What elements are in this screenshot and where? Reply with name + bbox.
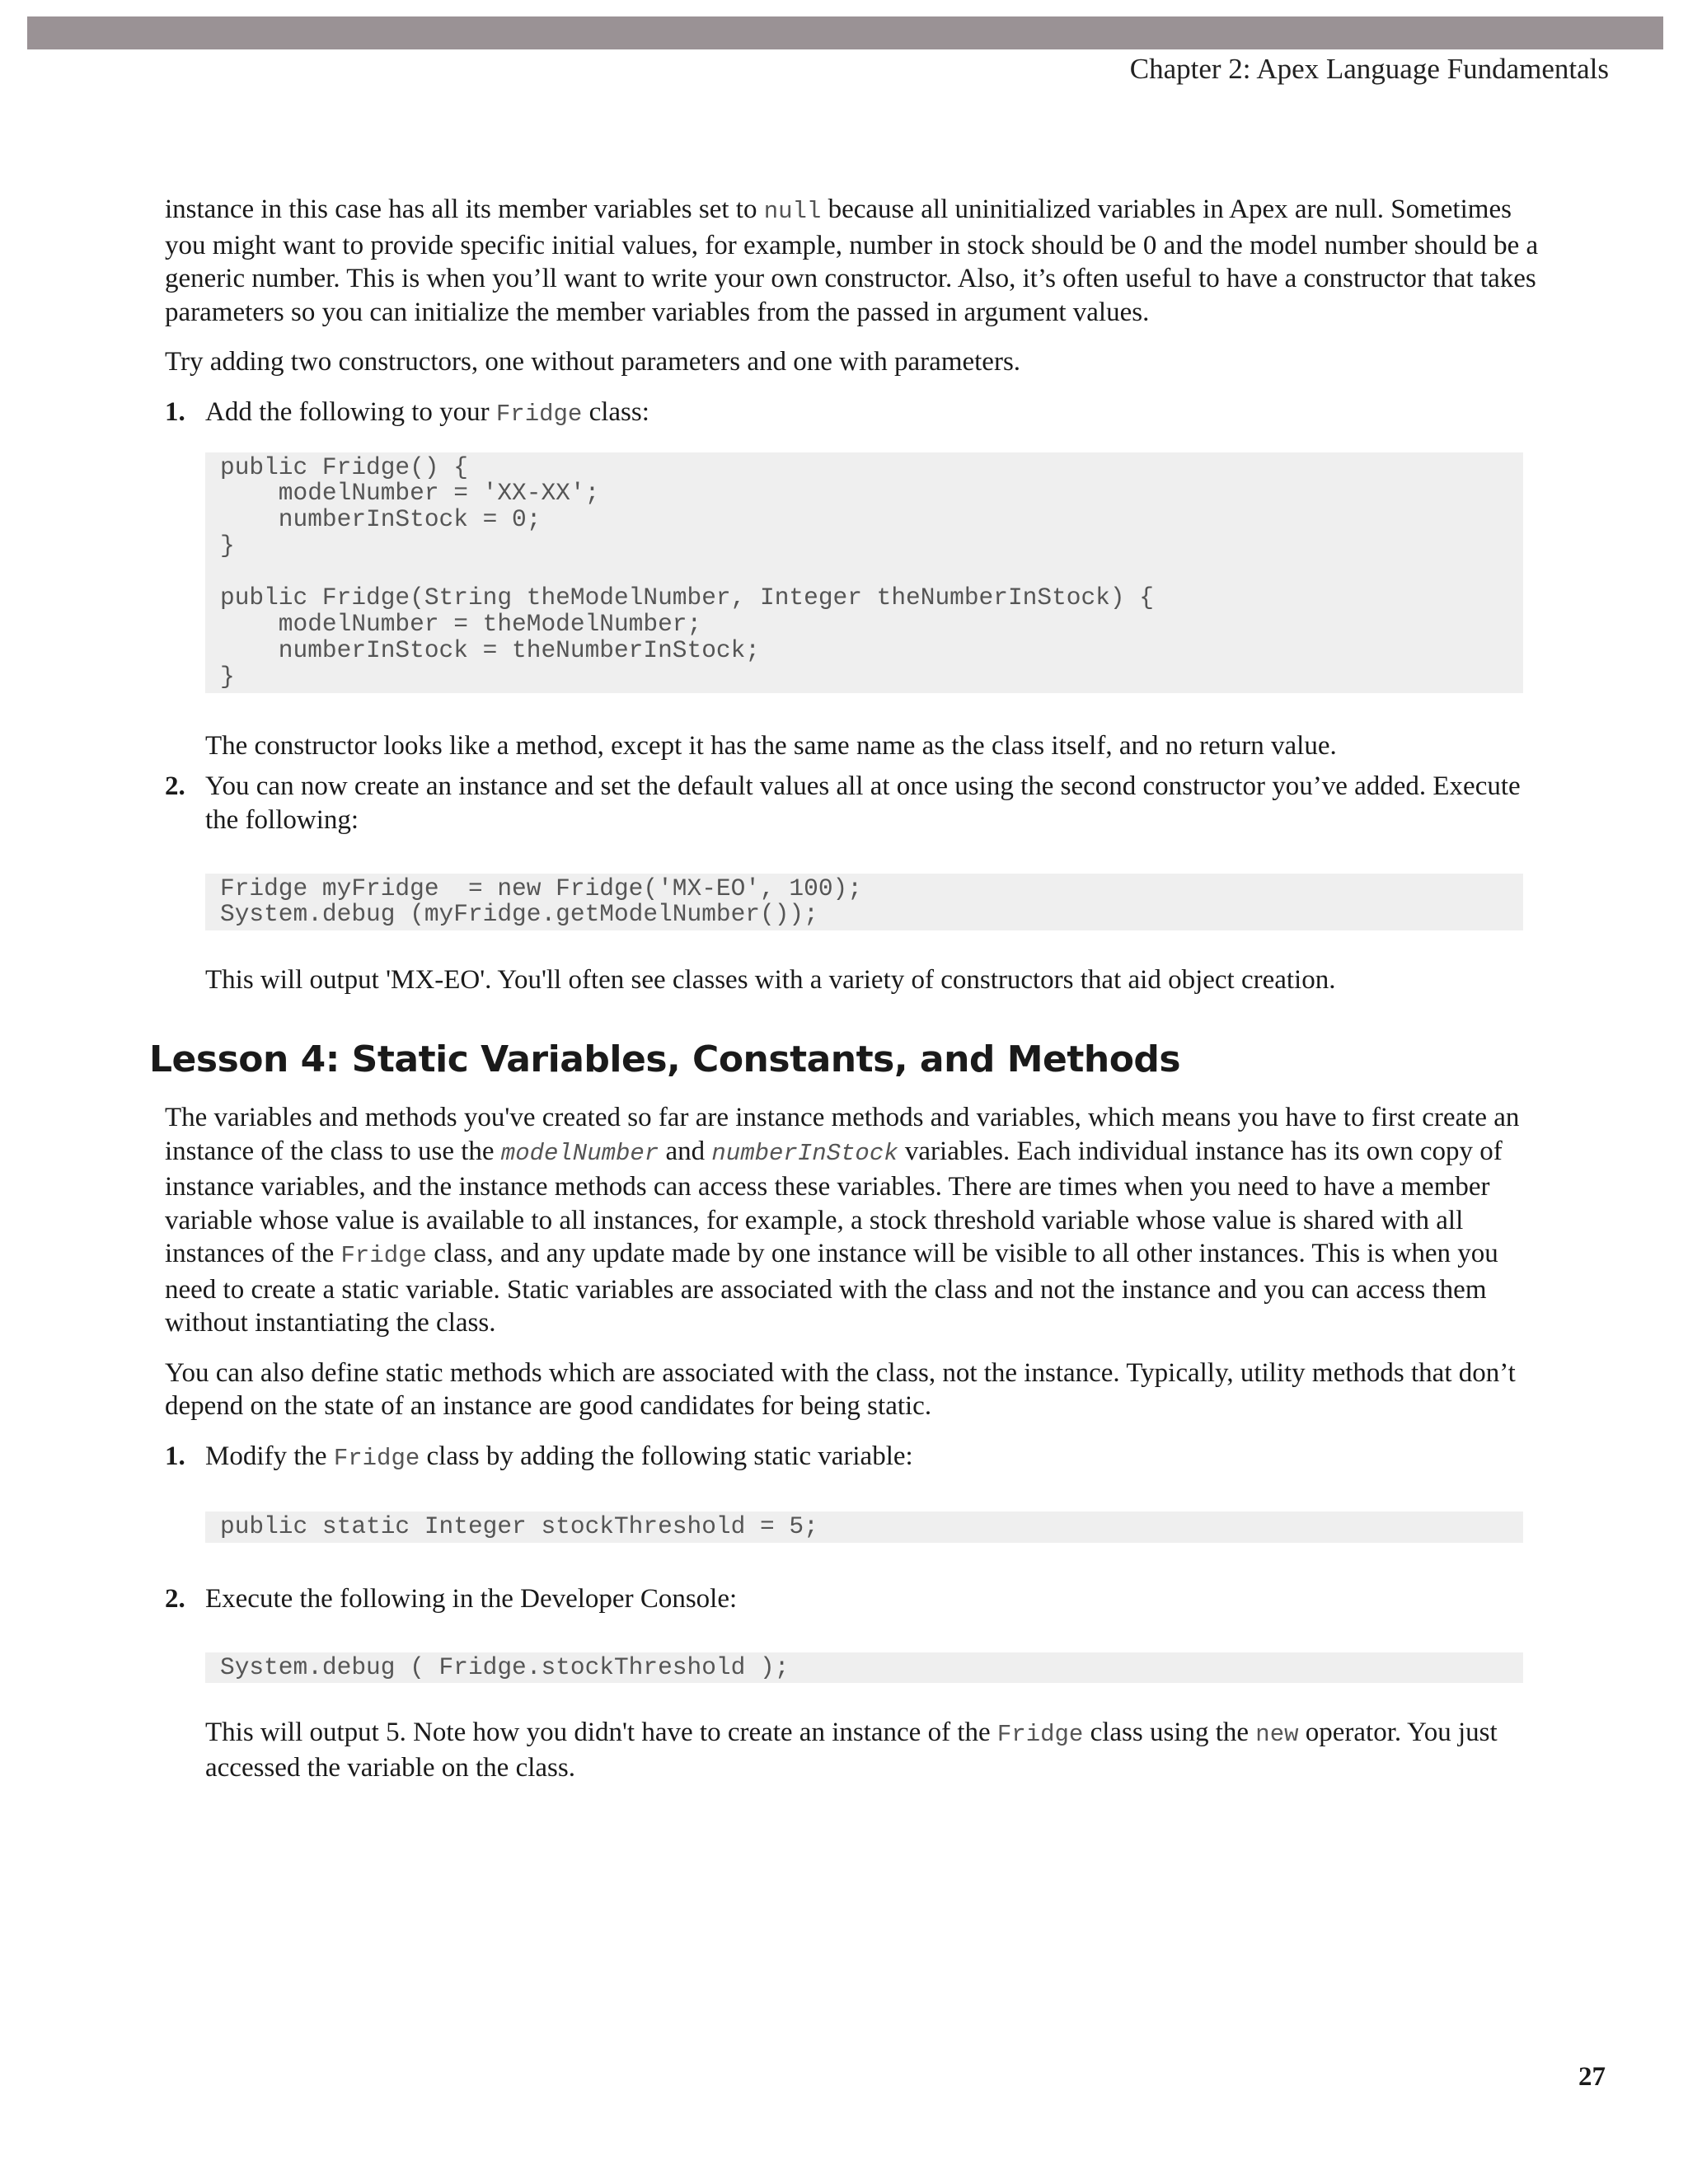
step-number: 1. [165, 396, 185, 427]
inline-code: new [1255, 1721, 1299, 1749]
step-1: 1. Modify the Fridge class by adding the following static variable: [165, 1441, 913, 1472]
inline-code: Fridge [996, 1721, 1084, 1749]
lesson-paragraph-1: The variables and methods you've created so far are instance methods and variables, which means you have to first create an instance of the class to use the modelNumber and numberInStock variables. Each individual instance has its own copy of instance variables, and the instance methods can access these variables. There are times when you need to have a member variable whose value is available to all instances, for example, a stock threshold variable whose value is shared with all instances of the Fridge class, and any update made by one instance will be visible to all other instances. This is when you need to create a static variable. Static variables are associated with the class and not the instance and you can access them without instantiating the class. [165, 1103, 1520, 1338]
inline-code: modelNumber [500, 1139, 659, 1167]
code-block: Fridge myFridge = new Fridge('MX-EO', 100); System.debug (myFridge.getModelNumber()); [205, 874, 1523, 931]
page-number: 27 [1578, 2062, 1606, 2092]
code-block: public Fridge() { modelNumber = 'XX-XX'; numberInStock = 0; } public Fridge(String theModelNumber, Integer theNumberInStock) { modelNumber = theModelNumber; numberInStock = theNumberInStock; } [205, 452, 1523, 693]
running-head: Chapter 2: Apex Language Fundamentals [1129, 53, 1609, 85]
step-1-note: The constructor looks like a method, except it has the same name as the class itself, and no return value. [205, 730, 1337, 761]
step-2: 2. Execute the following in the Developer Console: [165, 1582, 1541, 1616]
step-2-note: This will output 5. Note how you didn't have to create an instance of the Fridge class using the new operator. You just accessed the variable on the class. [205, 1718, 1498, 1783]
step-number: 2. [165, 1583, 185, 1614]
step-number: 1. [165, 1441, 185, 1471]
step-number: 2. [165, 771, 185, 801]
lesson-paragraph-2: You can also define static methods which are associated with the class, not the instance. Typically, utility methods that don’t depend on the state of an instance are good candidates for being static. [165, 1357, 1516, 1422]
header-bar [27, 16, 1663, 49]
inline-code: Fridge [495, 400, 583, 428]
step-2-note: This will output 'MX-EO'. You'll often see classes with a variety of constructors that aid object creation. [205, 965, 1336, 996]
intro-paragraph-1: instance in this case has all its member variables set to null because all uninitialized variables in Apex are null. Sometimes you might want to provide specific initial values, for example, number in stock should be 0 and the model number should be a generic number. This is when you’ll want to write your own constructor. Also, it’s often useful to have a constructor that takes parameters so you can initialize the member variables from the passed in argument values. [165, 194, 1539, 327]
inline-code: null [763, 198, 822, 225]
code-block: System.debug ( Fridge.stockThreshold ); [205, 1652, 1523, 1684]
step-2: 2. You can now create an instance and set the default values all at once using the second constructor you’ve added. Execute the following: [165, 771, 1521, 835]
page-content [149, 193, 1541, 1785]
lesson-heading: Lesson 4: Static Variables, Constants, and Methods [149, 1038, 1181, 1081]
inline-code: Fridge [333, 1444, 420, 1472]
inline-code: Fridge [340, 1242, 427, 1270]
step-1: 1. Add the following to your Fridge class: [165, 396, 649, 428]
intro-paragraph-2: Try adding two constructors, one without parameters and one with parameters. [165, 347, 1021, 377]
inline-code: numberInStock [711, 1139, 898, 1167]
code-block: public static Integer stockThreshold = 5; [205, 1511, 1523, 1543]
